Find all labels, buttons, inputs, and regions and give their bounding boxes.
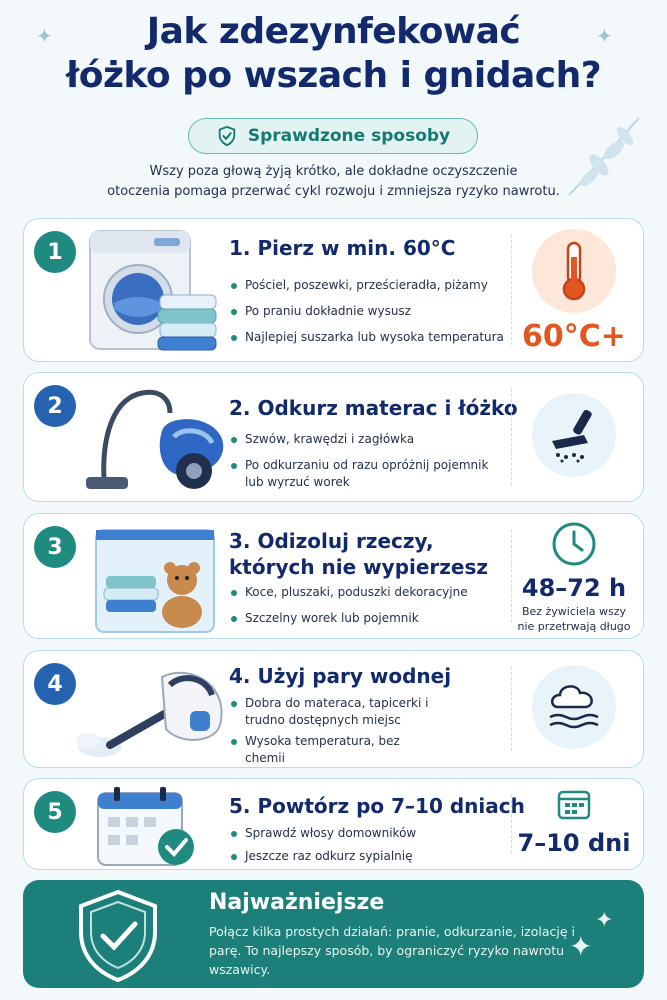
step-bullet-list bbox=[231, 431, 501, 500]
divider bbox=[511, 389, 512, 485]
summary-text: Połącz kilka prostych działań: pranie, odkurzanie, izolację i parę. To najlepszy sposób, by ograniczyć ryzyko nawrotu wszawicy. bbox=[209, 924, 575, 977]
verified-badge bbox=[188, 118, 478, 154]
step-title: 1. Pierz w min. 60°C bbox=[229, 236, 456, 260]
steam-icon bbox=[532, 665, 616, 749]
step-bullet-list bbox=[231, 277, 521, 355]
step-card-4 bbox=[23, 650, 644, 768]
calendar-icon bbox=[556, 787, 592, 821]
vacuum-cleaner-icon bbox=[82, 379, 232, 497]
divider bbox=[511, 667, 512, 751]
badge-label: Sprawdzone sposoby bbox=[247, 126, 451, 146]
step-title: 4. Użyj pary wodnej bbox=[229, 664, 452, 688]
divider bbox=[511, 235, 512, 345]
list-item: Po praniu dokładnie wysusz bbox=[231, 303, 521, 320]
list-item: Jeszcze raz odkurz sypialnię bbox=[231, 848, 501, 865]
summary-panel bbox=[23, 880, 644, 988]
time-note: Bez żywiciela wszy nie przetrwają długo bbox=[517, 605, 631, 633]
step-title-line-2: których nie wypierzesz bbox=[229, 555, 489, 579]
time-panel bbox=[515, 520, 633, 634]
page-title bbox=[0, 10, 667, 98]
step-number-badge: 1 bbox=[34, 231, 76, 273]
step-title-line-1: 3. Odizoluj rzeczy, bbox=[229, 529, 434, 553]
washing-machine-icon bbox=[82, 229, 222, 353]
repeat-panel bbox=[515, 787, 633, 857]
step-bullet-list bbox=[231, 825, 501, 874]
sparkle-icon: ✦ bbox=[36, 24, 53, 48]
repeat-value: 7–10 dni bbox=[517, 829, 631, 857]
vacuum-nozzle-icon bbox=[532, 393, 616, 477]
list-item: Pościel, poszewki, prześcieradła, piżamy bbox=[231, 277, 521, 294]
calendar-check-icon bbox=[94, 785, 204, 869]
list-item: Wysoka temperatura, bez chemii bbox=[231, 733, 431, 767]
step-number-badge: 2 bbox=[34, 385, 76, 427]
step-title: 2. Odkurz materac i łóżko bbox=[229, 396, 518, 420]
list-item: Sprawdź włosy domowników bbox=[231, 825, 501, 842]
steam-panel bbox=[515, 665, 633, 749]
step-number-badge: 4 bbox=[34, 663, 76, 705]
step-title bbox=[229, 528, 488, 580]
temperature-panel bbox=[515, 229, 633, 354]
list-item: Szwów, krawędzi i zagłówka bbox=[231, 431, 501, 448]
thermometer-icon bbox=[532, 229, 616, 313]
summary-title: Najważniejsze bbox=[209, 890, 385, 915]
step-card-5 bbox=[23, 778, 644, 870]
list-item: Najlepiej suszarka lub wysoka temperatura bbox=[231, 329, 521, 346]
list-item: Dobra do materaca, tapicerki i trudno dostępnych miejsc bbox=[231, 695, 431, 729]
title-line-2: łóżko po wszach i gnidach? bbox=[65, 55, 602, 96]
storage-bag-icon bbox=[90, 520, 220, 636]
step-number-badge: 5 bbox=[34, 791, 76, 833]
intro-text bbox=[60, 162, 607, 202]
title-line-1: Jak zdezynfekować bbox=[146, 11, 521, 52]
divider bbox=[511, 530, 512, 622]
list-item: Po odkurzaniu od razu opróżnij pojemnik lub wyrzuć worek bbox=[231, 457, 501, 491]
clock-icon bbox=[550, 520, 598, 568]
step-number-badge: 3 bbox=[34, 526, 76, 568]
step-card-1 bbox=[23, 218, 644, 362]
divider bbox=[511, 795, 512, 853]
vacuum-nozzle-panel bbox=[515, 393, 633, 477]
shield-check-icon bbox=[73, 888, 163, 982]
temperature-value: 60°C+ bbox=[522, 319, 626, 354]
intro-line-1: Wszy poza głową żyją krótko, ale dokładne oczyszczenie bbox=[149, 164, 518, 179]
sparkle-icon: ✦ bbox=[595, 908, 614, 933]
step-title: 5. Powtórz po 7–10 dniach bbox=[229, 794, 525, 818]
intro-line-2: otoczenia pomaga przerwać cykl rozwoju i zmniejsza ryzyko nawrotu. bbox=[107, 184, 560, 199]
step-bullet-list bbox=[231, 584, 501, 636]
step-card-2 bbox=[23, 372, 644, 502]
steam-cleaner-icon bbox=[70, 655, 230, 765]
list-item: Szczelny worek lub pojemnik bbox=[231, 610, 501, 627]
step-card-3 bbox=[23, 513, 644, 639]
step-bullet-list bbox=[231, 695, 431, 776]
time-value: 48–72 h bbox=[521, 574, 627, 602]
list-item: Koce, pluszaki, poduszki dekoracyjne bbox=[231, 584, 501, 601]
shield-check-icon bbox=[216, 125, 238, 147]
sparkle-icon: ✦ bbox=[569, 930, 593, 963]
sparkle-icon: ✦ bbox=[596, 24, 613, 48]
